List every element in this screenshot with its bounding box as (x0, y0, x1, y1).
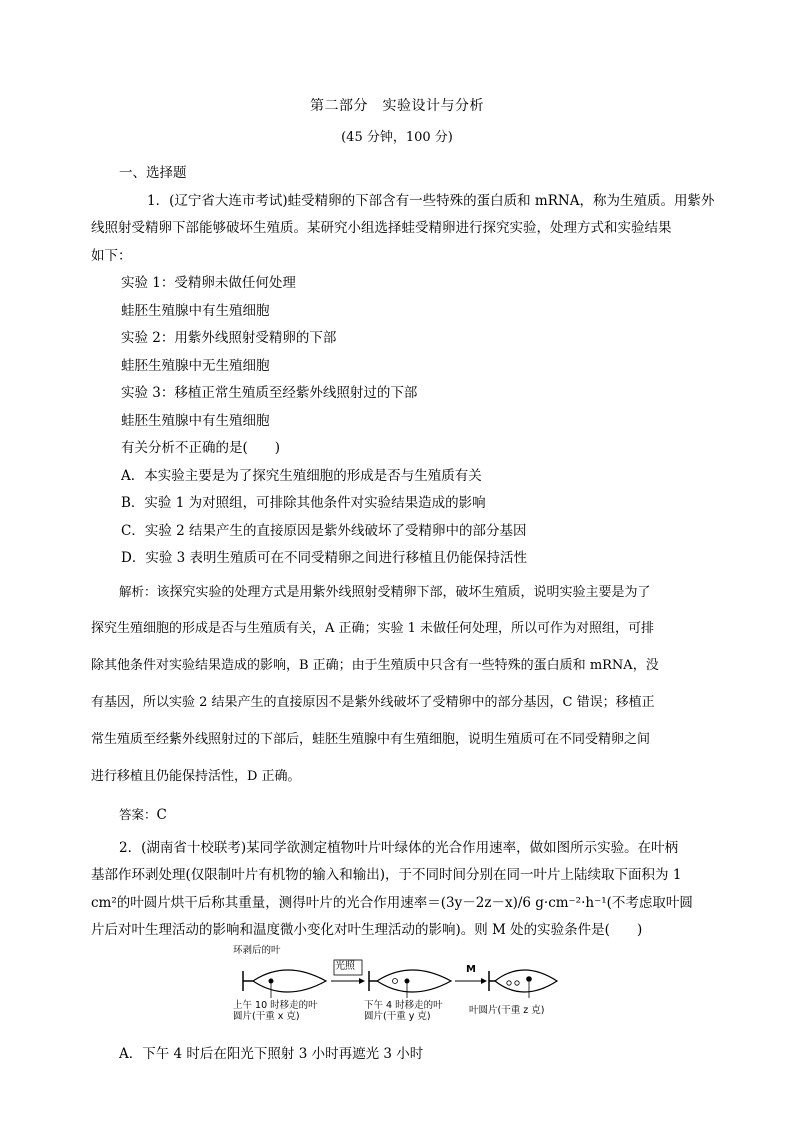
section-heading: 一、选择题 (119, 165, 187, 181)
label-disc-y: 下午 4 时移走的叶 圆片(干重 y 克) (364, 999, 443, 1022)
q1-option-d: D．实验 3 表明生殖质可在不同受精卵之间进行移植且仍能保持活性 (121, 550, 527, 566)
page-subtitle: (45 分钟，100 分) (341, 130, 453, 145)
q1-option-a: A．本实验主要是为了探究生殖细胞的形成是否与生殖质有关 (121, 467, 482, 484)
q1-exp-2-result: 蛙胚生殖腺中无生殖细胞 (121, 357, 270, 374)
q1-option-b: B．实验 1 为对照组，可排除其他条件对实验结果造成的影响 (121, 495, 486, 511)
q1-stem-line2: 线照射受精卵下部能够破坏生殖质。某研究小组选择蛙受精卵进行探究实验，处理方式和实验结果 (91, 220, 672, 236)
question-1 (91, 188, 715, 835)
leaf-3 (489, 970, 557, 998)
q2-option-a: A．下午 4 时后在阳光下照射 3 小时再遮光 3 小时 (119, 1045, 424, 1062)
m-arrow (455, 978, 487, 984)
experiment-diagram (231, 944, 561, 1031)
analysis-line-1: 该探究实验的处理方式是用紫外线照射受精卵下部，破坏生殖质，说明实验主要是为了 (156, 584, 651, 600)
analysis-line-5: 常生殖质至经紫外线照射过的下部后，蛙胚生殖腺中有生殖细胞，说明生殖质可在不同受精卵之间 (91, 731, 651, 747)
q2-stem-line1: 2．(湖南省十校联考)某同学欲测定植物叶片叶绿体的光合作用速率，做如图所示实验。在叶柄 (119, 839, 679, 856)
q1-analysis (91, 573, 699, 795)
analysis-line-4: 有基因，所以实验 2 结果产生的直接原因不是紫外线破坏了受精卵中的部分基因，C 错误；移植正 (91, 694, 655, 710)
q1-exp-1: 实验 1：受精卵未做任何处理 (121, 275, 296, 291)
q1-exp-2: 实验 2：用紫外线照射受精卵的下部 (121, 330, 337, 346)
label-disc-z: 叶圆片(干重 z 克) (469, 1004, 545, 1016)
q1-option-c: C．实验 2 结果产生的直接原因是紫外线破坏了受精卵中的部分基因 (121, 522, 527, 539)
answer-value: C (156, 806, 167, 823)
q1-exp-3: 实验 3：移植正常生殖质至经紫外线照射过的下部 (121, 385, 418, 401)
page-title: 第二部分 实验设计与分析 (310, 98, 484, 114)
q2-stem-line2: 基部作环剥处理(仅限制叶片有机物的输入和输出)，于不同时间分别在同一叶片上陆续取下面积为 1 (91, 867, 682, 883)
label-girdled-leaf: 环剥后的叶 (233, 944, 281, 956)
q1-exp-3-result: 蛙胚生殖腺中有生殖细胞 (121, 412, 270, 429)
analysis-line-2: 探究生殖细胞的形成是否与生殖质有关，A 正确；实验 1 未做任何处理，所以可作为对照组，可排 (91, 620, 655, 636)
analysis-line-3: 除其他条件对实验结果造成的影响，B 正确；由于生殖质中只含有一些特殊的蛋白质和 mRNA，没 (91, 657, 659, 673)
label-disc-x: 上午 10 时移走的叶 圆片(干重 x 克) (233, 999, 318, 1022)
q1-question: 有关分析不正确的是( ) (121, 440, 281, 456)
question-2 (91, 835, 699, 1069)
analysis-line-6: 进行移植且仍能保持活性，D 正确。 (91, 768, 301, 784)
q1-exp-1-result: 蛙胚生殖腺中有生殖细胞 (121, 302, 270, 319)
leaf-1 (243, 970, 326, 998)
label-m: M (466, 963, 476, 975)
q2-stem-line4: 片后对叶生理活动的影响和温度微小变化对叶生理活动的影响)。则 M 处的实验条件是( ) (91, 922, 643, 938)
leaf-2 (369, 970, 451, 998)
q1-stem-line3: 如下： (91, 247, 132, 264)
q1-answer (119, 795, 699, 835)
q1-stem-line1: 1．(辽宁省大连市考试)蛙受精卵的下部含有一些特殊的蛋白质和 mRNA，称为生殖质。用紫外 (147, 192, 715, 209)
label-light: 光照 (335, 960, 355, 972)
analysis-label: 解析： (119, 583, 157, 599)
content-body (91, 160, 715, 1068)
q2-stem-line3: cm²的叶圆片烘干后称其重量，测得叶片的光合作用速率＝(3y－2z－x)/6 g·cm⁻²·h⁻¹(不考虑取叶圆 (91, 894, 693, 911)
answer-label: 答案： (119, 806, 157, 822)
